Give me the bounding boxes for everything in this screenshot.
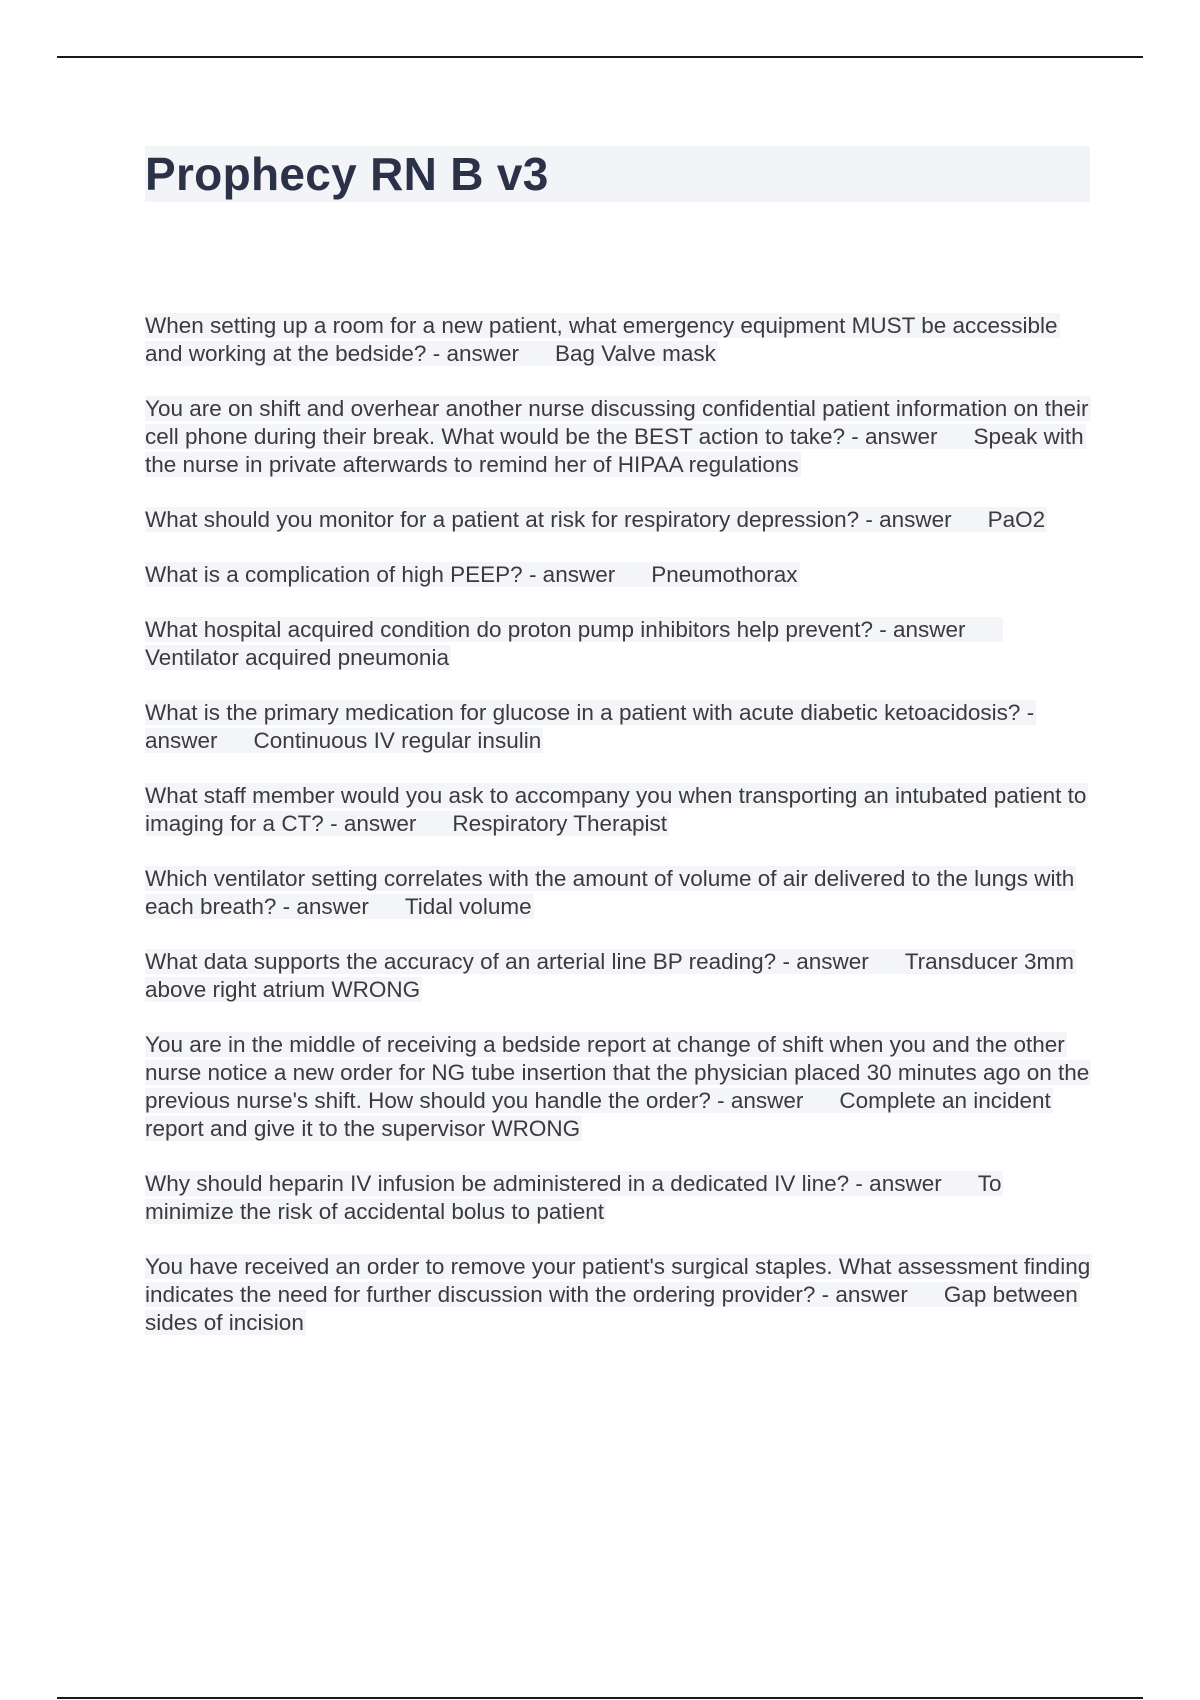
question-text: When setting up a room for a new patient, what emergency equipment MUST be accessible and working at the bedside? - answer — [145, 313, 1058, 366]
qa-list — [145, 312, 1095, 1364]
qa-item — [145, 1253, 1095, 1337]
answer-text: Tidal volume — [404, 894, 532, 919]
qa-item — [145, 782, 1095, 838]
qa-item — [145, 561, 1095, 589]
qa-item — [145, 1031, 1095, 1143]
qa-item — [145, 506, 1095, 534]
question-text: You are in the middle of receiving a bedside report at change of shift when you and the other nurse notice a new order for NG tube insertion that the physician placed 30 minutes ago on the previous nurse's shift. How should you handle the order? - answer — [145, 1032, 1090, 1113]
answer-text: Continuous IV regular insulin — [253, 728, 542, 753]
bottom-rule — [57, 1697, 1143, 1699]
qa-item — [145, 312, 1095, 368]
question-text: What should you monitor for a patient at risk for respiratory depression? - answer — [145, 507, 952, 532]
question-text: You are on shift and overhear another nurse discussing confidential patient information on their cell phone during their break. What would be the BEST action to take? - answer — [145, 396, 1089, 449]
document-title: Prophecy RN B v3 — [145, 148, 549, 200]
answer-text: Respiratory Therapist — [452, 811, 668, 836]
answer-text: Gap between sides of incision — [145, 1282, 1078, 1335]
answer-text: To minimize the risk of accidental bolus to patient — [145, 1171, 1002, 1224]
question-text: What hospital acquired condition do proton pump inhibitors help prevent? - answer — [145, 617, 966, 642]
question-text: What data supports the accuracy of an arterial line BP reading? - answer — [145, 949, 869, 974]
qa-item — [145, 395, 1095, 479]
question-text: You have received an order to remove your patient's surgical staples. What assessment finding indicates the need for further discussion with the ordering provider? - answer — [145, 1254, 1091, 1307]
qa-item — [145, 948, 1095, 1004]
answer-text: Transducer 3mm above right atrium WRONG — [145, 949, 1074, 1002]
answer-text: Pneumothorax — [651, 562, 798, 587]
answer-text: Complete an incident report and give it to the supervisor WRONG — [145, 1088, 1051, 1141]
qa-item — [145, 865, 1095, 921]
question-text: What is the primary medication for glucose in a patient with acute diabetic ketoacidosis? - answer — [145, 700, 1035, 753]
answer-text: Speak with the nurse in private afterwards to remind her of HIPAA regulations — [145, 424, 1084, 477]
question-text: What is a complication of high PEEP? - answer — [145, 562, 616, 587]
qa-item — [145, 699, 1095, 755]
question-text: Why should heparin IV infusion be administered in a dedicated IV line? - answer — [145, 1171, 942, 1196]
qa-item — [145, 1170, 1095, 1226]
answer-text: Ventilator acquired pneumonia — [145, 645, 449, 670]
question-text: What staff member would you ask to accompany you when transporting an intubated patient to imaging for a CT? - answer — [145, 783, 1087, 836]
question-text: Which ventilator setting correlates with the amount of volume of air delivered to the lungs with each breath? - answer — [145, 866, 1075, 919]
qa-item — [145, 616, 1095, 672]
top-rule — [57, 56, 1143, 58]
answer-text: Bag Valve mask — [554, 341, 716, 366]
answer-text: PaO2 — [987, 507, 1046, 532]
